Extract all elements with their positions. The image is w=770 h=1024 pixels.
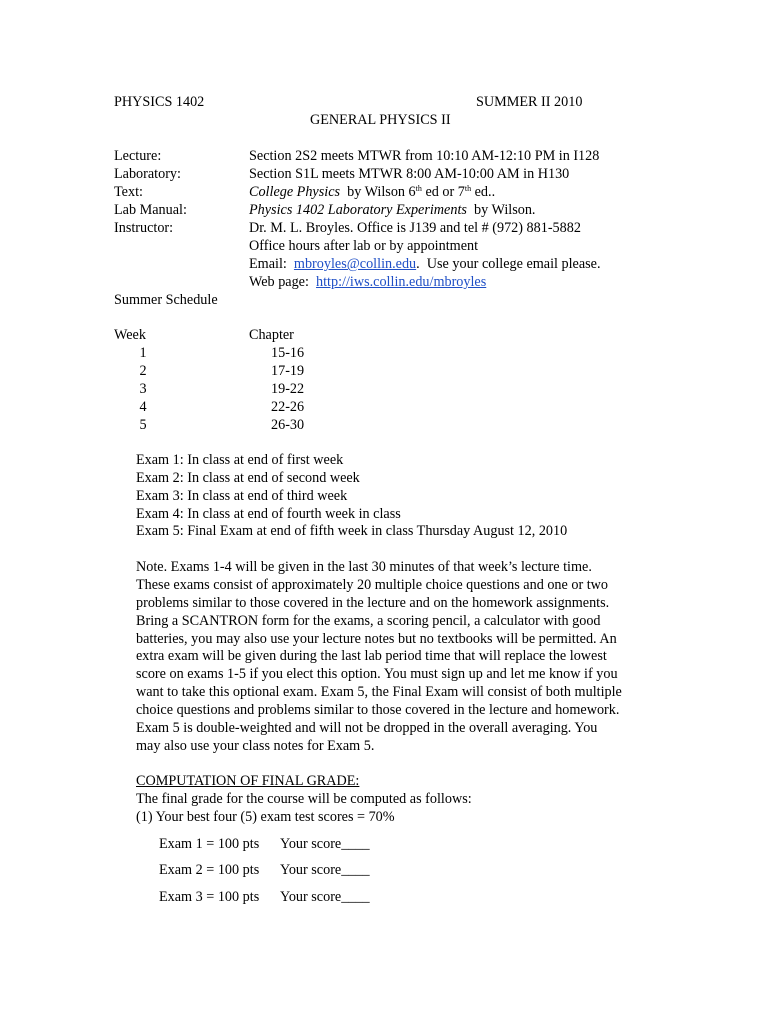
note-line: may also use your class notes for Exam 5.	[136, 737, 386, 754]
exam-points: Exam 3 = 100 pts	[159, 889, 260, 905]
note-line: Bring a SCANTRON form for the exams, a scoring pencil, a calculator with good	[136, 612, 601, 629]
lab-label: Laboratory:	[114, 166, 181, 182]
page-title: GENERAL PHYSICS II	[310, 112, 451, 128]
manual-label: Lab Manual:	[114, 202, 187, 218]
instructor-row	[114, 220, 581, 238]
schedule-week: 1	[139, 345, 147, 361]
text-end: ed..	[471, 184, 496, 200]
chapter-header: Chapter	[249, 327, 294, 343]
email-prefix: Email:	[249, 256, 294, 272]
note-line: want to take this optional exam. Exam 5, the Final Exam will consist of both multiple	[136, 684, 622, 701]
text-book-title: College Physics	[249, 184, 341, 200]
schedule-week: 3	[139, 381, 147, 397]
email-link[interactable]: mbroyles@collin.edu	[293, 256, 417, 272]
score-blank: Your score____	[280, 889, 370, 905]
manual-title: Physics 1402 Laboratory Experiments	[249, 202, 467, 218]
exam-line: Exam 5: Final Exam at end of fifth week in class Thursday August 12, 2010	[136, 523, 568, 539]
schedule-week: 4	[139, 399, 147, 415]
office-hours: Office hours after lab or by appointment	[249, 238, 479, 254]
text-mid: ed or 7	[421, 184, 465, 200]
score-row	[159, 889, 370, 907]
score-blank: Your score____	[280, 862, 370, 878]
schedule-heading: Summer Schedule	[114, 292, 218, 308]
note-line: extra exam will be given during the last lab period time that will replace the lowest	[136, 648, 607, 665]
note-paragraph	[136, 559, 676, 756]
grading-heading: COMPUTATION OF FINAL GRADE:	[136, 773, 360, 789]
text-row	[114, 184, 495, 202]
web-line	[249, 274, 486, 292]
score-blank: Your score____	[280, 836, 370, 852]
note-line: These exams consist of approximately 20 multiple choice questions and one or two	[136, 576, 609, 593]
term: SUMMER II 2010	[476, 94, 583, 110]
instructor-name: Dr. M. L. Broyles. Office is J139 and tel # (972) 881-5882	[249, 220, 581, 236]
grading-intro: The final grade for the course will be computed as follows:	[136, 791, 472, 807]
email-suffix: . Use your college email please.	[416, 256, 601, 272]
exam-points: Exam 1 = 100 pts	[159, 836, 260, 852]
web-prefix: Web page:	[249, 274, 317, 290]
schedule-chapters: 17-19	[271, 363, 305, 379]
lab-row	[114, 166, 569, 184]
email-line	[249, 256, 601, 274]
course-code: PHYSICS 1402	[114, 94, 205, 110]
lecture-row	[114, 148, 599, 166]
note-line: Exam 5 is double-weighted and will not be dropped in the overall averaging. You	[136, 720, 598, 737]
week-header: Week	[114, 327, 146, 343]
schedule-week: 5	[139, 417, 147, 433]
grading-item-1: (1) Your best four (5) exam test scores = 70%	[136, 809, 395, 825]
exam-line: Exam 1: In class at end of first week	[136, 452, 344, 468]
note-line: batteries, you may also use your lecture notes but no textbooks will be permitted. An	[136, 630, 617, 647]
lab-value: Section S1L meets MTWR 8:00 AM-10:00 AM in H130	[249, 166, 570, 182]
note-line: Note. Exams 1-4 will be given in the last 30 minutes of that week’s lecture time.	[136, 559, 592, 575]
exam-line: Exam 2: In class at end of second week	[136, 470, 360, 486]
text-label: Text:	[114, 184, 143, 200]
manual-row	[114, 202, 535, 220]
note-line: score on exams 1-5 if you elect this option. You must sign up and let me know if you	[136, 666, 618, 683]
schedule-chapters: 19-22	[271, 381, 305, 397]
score-row	[159, 862, 370, 880]
schedule-chapters: 26-30	[271, 417, 305, 433]
manual-by: by Wilson.	[466, 202, 536, 218]
lecture-label: Lecture:	[114, 148, 162, 164]
text-sup-1: th	[415, 184, 422, 193]
exam-line: Exam 3: In class at end of third week	[136, 488, 348, 504]
note-line: problems similar to those covered in the lecture and on the homework assignments.	[136, 594, 610, 611]
instructor-label: Instructor:	[114, 220, 174, 236]
schedule-chapters: 22-26	[271, 399, 305, 415]
exam-points: Exam 2 = 100 pts	[159, 862, 260, 878]
text-sup-2: th	[464, 184, 472, 193]
schedule-chapters: 15-16	[271, 345, 305, 361]
lecture-value: Section 2S2 meets MTWR from 10:10 AM-12:10 PM in I128	[249, 148, 600, 164]
web-link[interactable]: http://iws.collin.edu/mbroyles	[316, 274, 487, 290]
exam-line: Exam 4: In class at end of fourth week in class	[136, 506, 401, 522]
schedule-week: 2	[139, 363, 147, 379]
text-by: by Wilson 6	[340, 184, 416, 200]
score-row	[159, 836, 370, 854]
note-line: choice questions and problems similar to those covered in the lecture and homework.	[136, 702, 620, 719]
